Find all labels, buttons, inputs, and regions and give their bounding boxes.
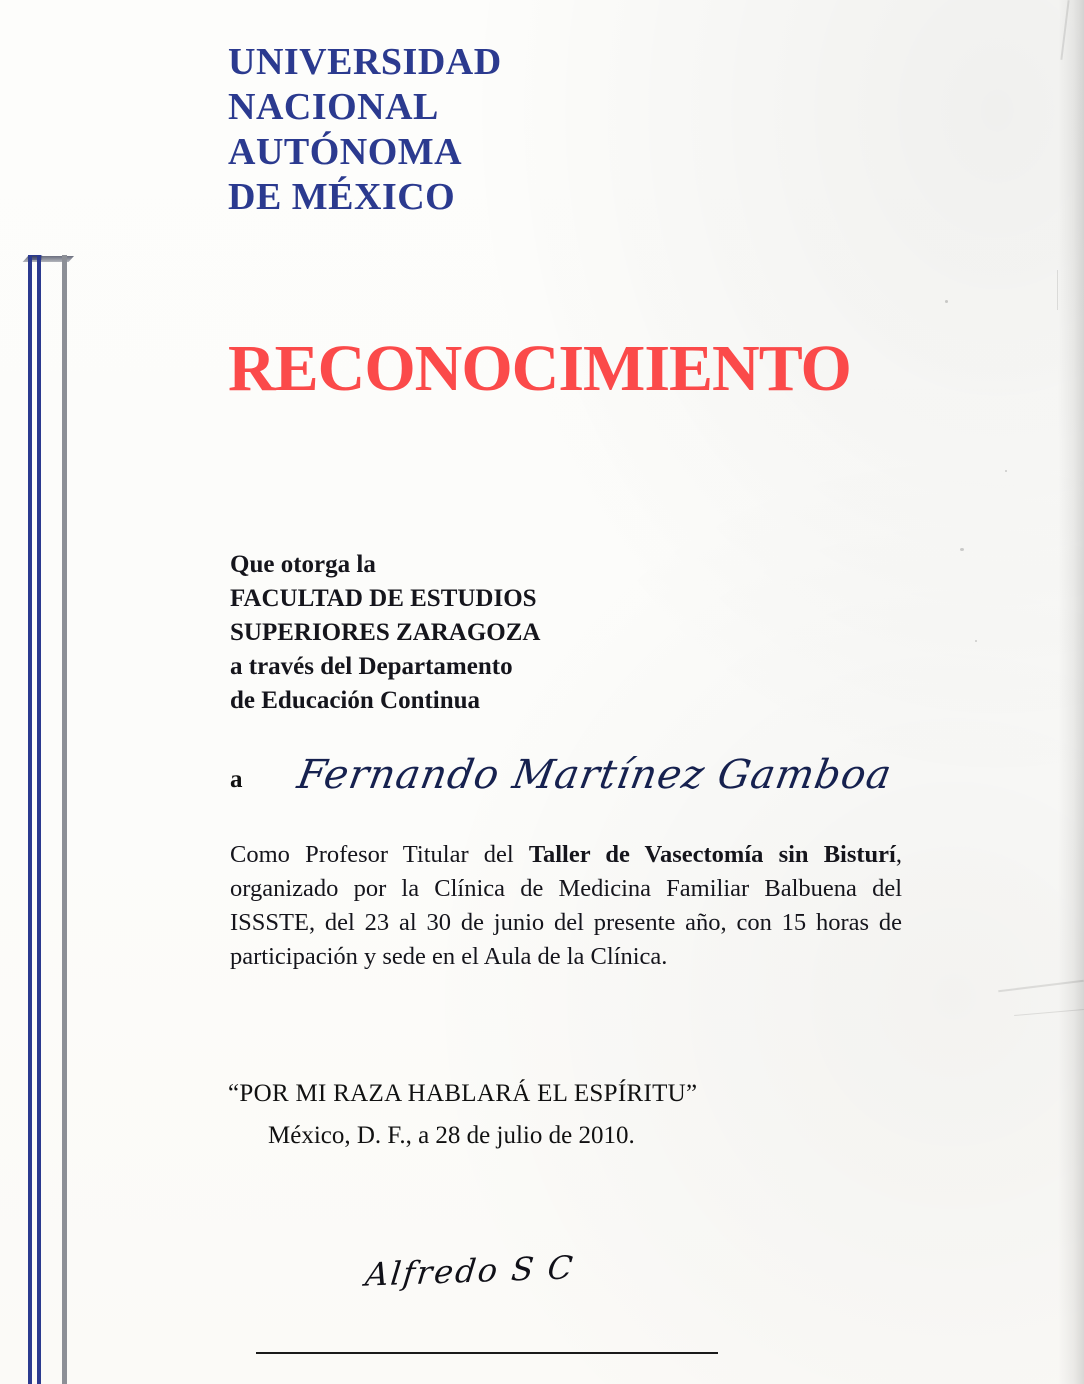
citation-course-title: Taller de Vasectomía sin Bisturí xyxy=(528,841,896,868)
institution-line-2: NACIONAL xyxy=(228,86,439,128)
scan-speck xyxy=(975,640,977,642)
citation-intro: Como Profesor Titular del xyxy=(230,841,529,868)
institution-line-3: AUTÓNOMA xyxy=(228,131,463,173)
scan-speck xyxy=(945,300,948,303)
recipient-row xyxy=(230,752,1030,822)
recipient-name: Fernando Martínez Gamboa xyxy=(293,752,896,798)
side-rule-blue-inner xyxy=(37,255,41,1384)
citation-paragraph xyxy=(230,838,902,974)
grant-line-1: Que otorga la xyxy=(230,551,376,578)
grant-line-5: de Educación Continua xyxy=(230,687,481,714)
scan-speck xyxy=(960,548,964,551)
paper-crease xyxy=(1057,270,1058,310)
signature-line xyxy=(256,1352,718,1354)
grant-line-4: a través del Departamento xyxy=(230,653,513,680)
institution-line-1: UNIVERSIDAD xyxy=(228,41,502,83)
top-rule xyxy=(28,255,1068,260)
side-rules xyxy=(28,255,74,1384)
university-motto: “POR MI RAZA HABLARÁ EL ESPÍRITU” xyxy=(228,1080,698,1107)
institution-heading xyxy=(228,40,502,220)
page-title: RECONOCIMIENTO xyxy=(228,332,851,405)
recipient-prefix: a xyxy=(230,766,243,793)
grant-line-3: SUPERIORES ZARAGOZA xyxy=(230,619,541,646)
grant-line-2: FACULTAD DE ESTUDIOS xyxy=(230,585,537,612)
signature-mark: Alfredo S C xyxy=(363,1248,577,1294)
citation-rest: , organizado por la Clínica de Medicina Familiar Balbuena del ISSSTE, del 23 al 30 de junio del presente año, con 15 horas de participación y sede en el Aula de la Clínica. xyxy=(230,841,902,970)
side-rule-gray xyxy=(62,255,67,1384)
granting-body-block xyxy=(230,548,950,718)
page-edge-shadow xyxy=(1058,0,1084,1384)
side-rule-blue-outer xyxy=(28,255,32,1384)
scan-speck xyxy=(1005,470,1007,472)
institution-line-4: DE MÉXICO xyxy=(228,176,456,218)
dateline: México, D. F., a 28 de julio de 2010. xyxy=(268,1122,635,1149)
